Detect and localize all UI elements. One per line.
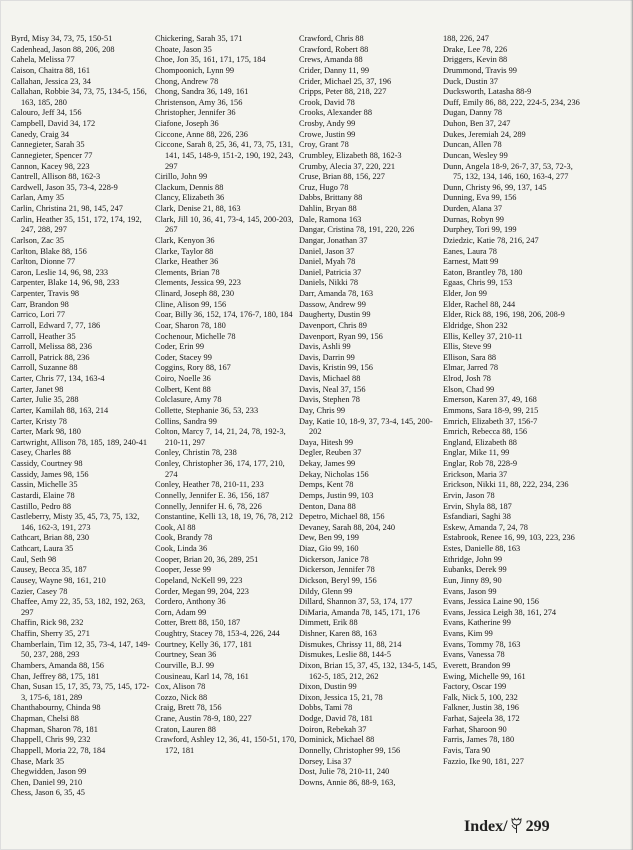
index-entry: Devaney, Sarah 88, 204, 240 (299, 522, 396, 532)
index-entry: Ciccone, Anne 88, 226, 236 (155, 129, 248, 139)
index-entry: Englar, Rob 78, 228-9 (443, 459, 518, 468)
index-entry: Choe, Jon 35, 161, 171, 175, 184 (155, 55, 266, 65)
index-entry: Farhat, Sajeela 38, 172 (443, 714, 520, 723)
index-entry: Duck, Dustin 37 (443, 76, 498, 86)
index-entry: Cruz, Hugo 78 (299, 182, 349, 192)
index-entry: Cotter, Brett 88, 150, 187 (155, 618, 241, 628)
index-entry: Calouro, Jeff 34, 156 (11, 108, 82, 118)
index-entry: Dekay, James 99 (299, 459, 356, 468)
index-entry: Cozzo, Nick 88 (155, 692, 208, 702)
index-entry: Favis, Tara 90 (443, 745, 491, 755)
index-entry: Cahela, Melissa 77 (11, 55, 75, 65)
index-entry: Ciafone, Joseph 36 (155, 119, 219, 128)
index-entry: Clarke, Heather 36 (155, 257, 219, 267)
index-entry: Castleberry, Misty 35, 45, 73, 75, 132, 146, 162-3, 191, 273 (11, 512, 140, 532)
index-entry: Crider, Danny 11, 99 (299, 65, 370, 75)
index-entry: Cathcart, Brian 88, 230 (11, 533, 90, 543)
index-entry: Dickerson, Jennifer 78 (299, 565, 375, 575)
index-entry: Ellison, Sara 88 (443, 352, 497, 362)
index-entry: Coughtry, Stacey 78, 153-4, 226, 244 (155, 629, 280, 638)
index-entry: Diaz, Gio 99, 160 (299, 544, 359, 553)
index-entry: Elson, Chad 99 (443, 384, 495, 394)
index-entry: Evans, Vanessa 78 (443, 650, 505, 660)
index-entry: Davis, Stephen 78 (299, 395, 360, 405)
index-entry: Farris, James 78, 180 (443, 735, 515, 745)
index-entry: Dixon, Brian 15, 37, 45, 132, 134-5, 145, 162-5, 185, 212, 262 (299, 660, 438, 681)
index-entry: Byrd, Misy 34, 73, 75, 150-51 (11, 34, 113, 43)
index-entry: Dahlin, Bryan 88 (299, 204, 357, 213)
index-entry: Ellis, Steve 99 (443, 342, 492, 352)
index-entry: Chompoonich, Lynn 99 (155, 65, 235, 75)
index-entry: Caison, Chaitra 88, 161 (11, 65, 91, 75)
index-entry: Davis, Ashli 99 (299, 342, 351, 352)
index-entry: Davis, Kristin 99, 156 (299, 363, 373, 373)
index-entry: Carpenter, Blake 14, 96, 98, 233 (11, 278, 120, 288)
index-entry: Factory, Oscar 199 (443, 682, 507, 692)
index-entry: Egaas, Chris 99, 153 (443, 278, 513, 288)
index-entry: Chong, Andrew 78 (155, 76, 219, 86)
index-entry: Chess, Jason 6, 35, 45 (11, 788, 85, 798)
index-entry: Crawford, Chris 88 (299, 34, 364, 43)
index-entry: Evans, Jason 99 (443, 586, 497, 596)
index-entry: Emerson, Karen 37, 49, 168 (443, 395, 537, 405)
index-entry: Durphey, Tori 99, 199 (443, 225, 517, 235)
index-entry: 188, 226, 247 (443, 34, 489, 43)
index-entry: Carroll, Melissa 88, 236 (11, 342, 92, 352)
index-entry: Collette, Stephanie 36, 53, 233 (155, 405, 259, 415)
index-entry: Cannon, Kacey 98, 223 (11, 161, 90, 171)
index-column-2 (155, 34, 297, 757)
index-entry: Duncan, Wesley 99 (443, 150, 508, 160)
index-entry: Conley, Heather 78, 210-11, 233 (155, 480, 264, 490)
index-entry: Dunn, Christy 96, 99, 137, 145 (443, 182, 547, 192)
index-entry: Dabbs, Brittany 88 (299, 193, 363, 203)
index-entry: Drake, Lee 78, 226 (443, 44, 508, 54)
index-entry: Canedy, Craig 34 (11, 129, 70, 139)
index-entry: Dismukes, Leslie 88, 144-5 (299, 650, 392, 660)
index-entry: Caron, Leslie 14, 96, 98, 233 (11, 267, 109, 277)
index-entry: Crider, Michael 25, 37, 196 (299, 76, 392, 86)
index-entry: Elmar, Jarred 78 (443, 363, 499, 373)
index-entry: Crumbley, Elizabeth 88, 162-3 (299, 150, 402, 160)
index-entry: Darr, Amanda 78, 163 (299, 289, 374, 298)
index-entry: Christenson, Amy 36, 156 (155, 97, 243, 107)
index-entry: Dickson, Beryl 99, 156 (299, 575, 377, 585)
index-entry: Carlton, Dionne 77 (11, 257, 76, 267)
index-entry: Falkner, Justin 38, 196 (443, 703, 519, 713)
index-entry: Cochenour, Michelle 78 (155, 331, 236, 341)
index-entry: DiMaria, Amanda 78, 145, 171, 176 (299, 607, 420, 617)
footer-label: Index/ (464, 818, 508, 835)
index-entry: Castardi, Elaine 78 (11, 490, 75, 500)
index-entry: Elrod, Josh 78 (443, 374, 491, 383)
index-entry: Ervin, Shyla 88, 187 (443, 501, 512, 511)
index-entry: Chamberlain, Tim 12, 35, 73-4, 147, 149-50, 237, 288, 293 (11, 639, 151, 660)
index-entry: Carroll, Heather 35 (11, 331, 76, 341)
index-entry: Crumby, Alecia 37, 220, 221 (299, 161, 396, 171)
index-entry: Chambers, Amanda 88, 156 (11, 660, 104, 670)
index-entry: Eubanks, Derek 99 (443, 565, 507, 575)
index-entry: Courville, B.J. 99 (155, 660, 215, 670)
index-entry: Eskew, Amanda 7, 24, 78 (443, 522, 528, 532)
index-entry: Corder, Megan 99, 204, 223 (155, 586, 249, 596)
index-entry: Durnas, Robyn 99 (443, 214, 504, 224)
index-entry: Chapman, Chelsi 88 (11, 714, 79, 723)
index-entry: Cook, Al 88 (155, 522, 196, 532)
index-entry: Dismukes, Chrissy 11, 88, 214 (299, 639, 402, 649)
index-entry: Coder, Stacey 99 (155, 352, 212, 362)
index-entry: Earnest, Matt 99 (443, 257, 499, 267)
index-entry: Esfandiari, Saghi 38 (443, 512, 511, 522)
index-entry: Clackum, Dennis 88 (155, 182, 224, 192)
index-entry: Demps, Kent 78 (299, 480, 354, 490)
index-entry: Carroll, Patrick 88, 236 (11, 352, 90, 362)
index-entry: Causey, Becca 35, 187 (11, 565, 87, 575)
index-entry: Dekay, Nicholas 156 (299, 469, 369, 479)
index-entry: Crews, Amanda 88 (299, 55, 363, 65)
index-entry: Cordero, Anthony 36 (155, 597, 226, 607)
index-entry: Drummond, Travis 99 (443, 65, 517, 75)
index-entry: Demps, Justin 99, 103 (299, 490, 374, 500)
index-entry: Cathcart, Laura 35 (11, 544, 74, 553)
index-entry: Davis, Neal 37, 156 (299, 384, 366, 394)
index-entry: Constantine, Kelli 13, 18, 19, 76, 78, 212 (155, 512, 293, 522)
index-entry: Donnelly, Christopher 99, 156 (299, 745, 401, 755)
index-entry: Ervin, Jason 78 (443, 490, 495, 500)
index-entry: Dunning, Eva 99, 156 (443, 193, 517, 203)
index-entry: Crosby, Andy 99 (299, 119, 356, 128)
index-entry: Dew, Ben 99, 199 (299, 533, 359, 543)
index-entry: Carter, Janet 98 (11, 384, 64, 394)
index-entry: Evans, Tommy 78, 163 (443, 639, 521, 649)
index-entry: Crook, David 78 (299, 97, 355, 107)
index-entry: Ethridge, John 99 (443, 554, 503, 564)
index-entry: Chaffin, Sherry 35, 271 (11, 629, 90, 638)
index-entry: Dobbs, Tami 78 (299, 703, 353, 713)
index-entry: Daniel, Patricia 37 (299, 267, 362, 277)
index-entry: Chong, Sandra 36, 149, 161 (155, 87, 249, 97)
index-entry: Dangar, Cristina 78, 191, 220, 226 (299, 225, 415, 235)
index-entry: Emmons, Sara 18-9, 99, 215 (443, 405, 539, 415)
index-entry: Chen, Daniel 99, 210 (11, 777, 83, 787)
index-entry: Connelly, Jennifer H. 6, 78, 226 (155, 501, 262, 511)
index-entry: Clinard, Joseph 88, 230 (155, 289, 235, 298)
index-entry: Dost, Julie 78, 210-11, 240 (299, 767, 390, 777)
index-entry: Collins, Sandra 99 (155, 416, 217, 426)
index-entry: Cadenhead, Jason 88, 206, 208 (11, 44, 115, 54)
index-entry: Chegwidden, Jason 99 (11, 767, 87, 777)
index-entry: Doiron, Rebekah 37 (299, 724, 367, 734)
index-entry: Cripps, Peter 88, 218, 227 (299, 87, 387, 97)
index-entry: Dodge, David 78, 181 (299, 714, 373, 723)
index-column-3 (299, 34, 441, 788)
index-entry: Duff, Emily 86, 88, 222, 224-5, 234, 236 (443, 97, 580, 107)
index-entry: Carter, Mark 98, 180 (11, 427, 81, 437)
index-entry: Dickerson, Janice 78 (299, 554, 369, 564)
index-entry: Denton, Dana 88 (299, 501, 356, 511)
index-entry: Campbell, David 34, 172 (11, 119, 96, 128)
index-entry: Clements, Brian 78 (155, 267, 220, 277)
index-entry: Depetro, Michael 88, 156 (299, 512, 385, 522)
index-entry: Ducksworth, Latasha 88-9 (443, 87, 532, 97)
index-entry: Day, Katie 10, 18-9, 37, 73-4, 145, 200-202 (299, 416, 433, 437)
page-number: 299 (525, 818, 550, 835)
index-entry: Davis, Darrin 99 (299, 352, 355, 362)
index-entry: Estes, Danielle 88, 163 (443, 544, 521, 553)
index-entry: Chanthabourny, Chinda 98 (11, 703, 101, 713)
page-footer (464, 817, 550, 836)
index-entry: Chaffee, Amy 22, 35, 53, 182, 192, 263, 297 (11, 597, 146, 617)
index-entry: Courtney, Kelly 36, 177, 181 (155, 639, 253, 649)
index-entry: Eaton, Brantley 78, 180 (443, 267, 523, 277)
index-entry: Dukes, Jeremiah 24, 289 (443, 129, 526, 139)
index-entry: Corn, Adam 99 (155, 607, 207, 617)
index-entry: Estabrook, Renee 16, 99, 103, 223, 236 (443, 533, 575, 543)
index-entry: Evans, Jessica Laine 90, 156 (443, 597, 539, 607)
index-entry: Causey, Wayne 98, 161, 210 (11, 575, 106, 585)
index-entry: Carter, Kristy 78 (11, 416, 67, 426)
index-entry: Dangar, Jonathan 37 (299, 235, 368, 245)
index-entry: Eun, Jinny 89, 90 (443, 575, 502, 585)
index-entry: Conley, Christin 78, 238 (155, 448, 237, 458)
index-entry: Cook, Brandy 78 (155, 533, 213, 543)
index-entry: Evans, Katherine 99 (443, 618, 511, 628)
index-entry: Dunn, Angela 18-9, 26-7, 37, 53, 72-3, 75, 132, 134, 146, 160, 163-4, 277 (443, 161, 573, 182)
index-entry: Daniel, Myah 78 (299, 257, 356, 267)
index-entry: Ciccone, Sarah 8, 25, 36, 41, 73, 75, 131, 141, 145, 148-9, 151-2, 190, 192, 243, 297 (155, 140, 294, 171)
index-entry: Chapman, Sharon 78, 181 (11, 724, 98, 734)
index-entry: Dugan, Danny 78 (443, 108, 503, 118)
index-entry: Colton, Marcy 7, 14, 21, 24, 78, 192-3, 210-11, 297 (155, 427, 286, 447)
index-entry: Clarke, Taylor 88 (155, 246, 214, 256)
index-entry: Callahan, Robbie 34, 73, 75, 134-5, 156, 163, 185, 280 (11, 87, 147, 107)
index-entry: Coiro, Noelle 36 (155, 374, 211, 383)
index-entry: Farhat, Sharoon 90 (443, 724, 507, 734)
index-entry: Carlson, Zac 35 (11, 235, 65, 245)
index-entry: Cousineau, Karl 14, 78, 161 (155, 671, 249, 681)
index-entry: Erickson, Maria 37 (443, 469, 508, 479)
index-entry: Courtney, Sean 36 (155, 650, 217, 660)
index-entry: Elder, Rick 88, 196, 198, 206, 208-9 (443, 310, 565, 320)
index-entry: Falk, Nick 5, 100, 232 (443, 692, 518, 702)
index-entry: Emrich, Elizabeth 37, 156-7 (443, 416, 538, 426)
index-entry: Carroll, Suzanne 88 (11, 363, 78, 373)
index-column-4 (443, 34, 585, 767)
index-entry: Callahan, Jessica 23, 34 (11, 76, 91, 86)
index-entry: Crane, Austin 78-9, 180, 227 (155, 714, 252, 723)
index-entry: Everett, Brandon 99 (443, 660, 511, 670)
index-entry: Davenport, Ryan 99, 156 (299, 331, 383, 341)
index-entry: Craton, Lauren 88 (155, 724, 216, 734)
index-entry: Englar, Mike 11, 99 (443, 448, 510, 458)
index-entry: Colclasure, Amy 78 (155, 395, 222, 405)
index-entry: Carter, Kamilah 88, 163, 214 (11, 405, 109, 415)
index-entry: Eldridge, Shon 232 (443, 320, 508, 330)
index-entry: Choate, Jason 35 (155, 44, 212, 54)
index-entry: Carlan, Amy 35 (11, 193, 65, 203)
index-entry: Cantrell, Allison 88, 162-3 (11, 172, 101, 182)
index-entry: Dale, Ramona 163 (299, 214, 362, 224)
index-entry: Cardwell, Jason 35, 73-4, 228-9 (11, 182, 118, 192)
tulip-icon (510, 817, 523, 834)
index-entry: Copeland, NcKell 99, 223 (155, 575, 243, 585)
index-entry: Downs, Annie 86, 88-9, 163, (299, 777, 396, 787)
index-entry: Elder, Rachel 88, 244 (443, 299, 516, 309)
index-entry: Ewing, Michelle 99, 161 (443, 671, 526, 681)
index-entry: Davenport, Chris 89 (299, 320, 367, 330)
index-entry: Evans, Jessica Leigh 38, 161, 274 (443, 607, 557, 617)
index-entry: Carrico, Lori 77 (11, 310, 65, 320)
index-entry: Cartwright, Allison 78, 185, 189, 240-41 (11, 437, 148, 447)
index-entry: Elder, Jon 99 (443, 289, 487, 298)
index-entry: Carlin, Christina 21, 98, 145, 247 (11, 204, 123, 213)
index-entry: Clark, Jill 10, 36, 41, 73-4, 145, 200-203, 267 (155, 214, 294, 235)
index-entry: Coar, Billy 36, 152, 174, 176-7, 180, 184 (155, 310, 293, 320)
index-entry: Clark, Denise 21, 88, 163 (155, 204, 241, 213)
index-entry: Emrich, Rebecca 88, 156 (443, 427, 528, 437)
index-entry: Cox, Alison 78 (155, 682, 206, 692)
index-entry: Cazier, Casey 78 (11, 586, 68, 596)
index-entry: Castillo, Pedro 88 (11, 501, 72, 511)
index-entry: Cassin, Michelle 35 (11, 480, 78, 490)
index-entry: Carroll, Edward 7, 77, 186 (11, 320, 101, 330)
index-entry: Crowe, Justin 99 (299, 129, 356, 139)
index-entry: Clancy, Elizabeth 36 (155, 193, 225, 203)
index-entry: Dixon, Jessica 15, 21, 78 (299, 692, 383, 702)
index-entry: Crawford, Robert 88 (299, 44, 369, 54)
index-entry: Cooper, Brian 20, 36, 289, 251 (155, 554, 259, 564)
index-entry: Coar, Sharon 78, 180 (155, 320, 226, 330)
index-entry: Davis, Michael 88 (299, 374, 361, 383)
index-entry: Chan, Jeffrey 88, 175, 181 (11, 671, 100, 681)
index-entry: Carlton, Blake 88, 156 (11, 246, 87, 256)
index-entry: Daniels, Nikki 78 (299, 278, 359, 288)
index-entry: Dominick, Michael 88 (299, 735, 375, 745)
index-entry: Casey, Charles 88 (11, 448, 71, 458)
index-entry: Carpenter, Travis 98 (11, 289, 80, 298)
index-entry: Cooper, Jesse 99 (155, 565, 211, 575)
index-entry: Cassidy, Courtney 98 (11, 459, 83, 468)
index-entry: Ellis, Kelley 37, 210-11 (443, 331, 523, 341)
index-entry: Croy, Grant 78 (299, 140, 349, 150)
index-entry: Clements, Jessica 99, 223 (155, 278, 241, 288)
index-entry: Duncan, Allen 78 (443, 140, 502, 150)
index-entry: Chappell, Chris 99, 232 (11, 735, 91, 745)
index-entry: Crooks, Alexander 88 (299, 108, 372, 118)
index-entry: Duhon, Ben 37, 247 (443, 119, 511, 128)
index-column-1 (11, 34, 153, 799)
index-entry: Erickson, Nikki 11, 88, 222, 234, 236 (443, 480, 569, 490)
index-entry: Carter, Chris 77, 134, 163-4 (11, 374, 105, 383)
index-entry: Cannegieter, Spencer 77 (11, 150, 93, 160)
index-entry: Colbert, Kent 88 (155, 384, 211, 394)
index-entry: Daugherty, Dustin 99 (299, 310, 371, 320)
index-entry: Chan, Susan 15, 17, 35, 73, 75, 145, 172-3, 175-6, 181, 289 (11, 682, 150, 702)
index-entry: Dorsey, Lisa 37 (299, 756, 352, 766)
index-entry: Evans, Kim 99 (443, 629, 493, 638)
index-entry: England, Elizabeth 88 (443, 437, 517, 447)
index-entry: Durden, Alana 37 (443, 204, 503, 213)
index-entry: Driggers, Kevin 88 (443, 55, 508, 65)
index-entry: Chaffin, Rick 98, 232 (11, 618, 84, 628)
index-entry: Coder, Erin 99 (155, 342, 205, 352)
index-entry: Cannegieter, Sarah 35 (11, 140, 85, 150)
index-entry: Chase, Mark 35 (11, 756, 65, 766)
index-entry: Dildy, Glenn 99 (299, 586, 353, 596)
index-entry: Dimmett, Erik 88 (299, 618, 358, 628)
index-entry: Dziedzic, Katie 78, 216, 247 (443, 235, 539, 245)
index-entry: Degler, Reuben 37 (299, 448, 362, 458)
index-entry: Chickering, Sarah 35, 171 (155, 34, 243, 43)
index-entry: Dishner, Karen 88, 163 (299, 629, 377, 638)
index-entry: Cook, Linda 36 (155, 544, 208, 553)
index-entry: Carr, Brandon 98 (11, 299, 69, 309)
index-entry: Cruse, Brian 88, 156, 227 (299, 172, 385, 182)
index-entry: Cirillo, John 99 (155, 172, 208, 182)
index-entry: Fazzio, Ike 90, 181, 227 (443, 756, 524, 766)
index-entry: Dixon, Dustin 99 (299, 682, 357, 692)
index-entry: Dassow, Andrew 99 (299, 299, 366, 309)
index-entry: Connelly, Jennifer E. 36, 156, 187 (155, 490, 270, 500)
index-entry: Christopher, Jennifer 36 (155, 108, 236, 118)
index-entry: Carlin, Heather 35, 151, 172, 174, 192, 247, 288, 297 (11, 214, 142, 235)
index-entry: Caul, Seth 98 (11, 554, 57, 564)
index-entry: Daniel, Jason 37 (299, 246, 355, 256)
index-entry: Carter, Julie 35, 288 (11, 395, 79, 405)
index-entry: Daya, Hitesh 99 (299, 437, 353, 447)
index-entry: Crawford, Ashley 12, 36, 41, 150-51, 170, 172, 181 (155, 735, 297, 755)
index-entry: Dillard, Shannon 37, 53, 174, 177 (299, 597, 413, 607)
index-entry: Chappell, Moria 22, 78, 184 (11, 745, 106, 755)
index-entry: Day, Chris 99 (299, 405, 346, 415)
index-entry: Cline, Alison 99, 156 (155, 299, 227, 309)
index-entry: Eanes, Laura 78 (443, 246, 497, 256)
index-entry: Craig, Brett 78, 156 (155, 703, 222, 713)
index-entry: Conley, Christopher 36, 174, 177, 210, 274 (155, 459, 285, 479)
index-entry: Clark, Kenyon 36 (155, 235, 215, 245)
index-entry: Cassidy, James 98, 156 (11, 469, 89, 479)
index-entry: Coggins, Rory 88, 167 (155, 363, 231, 373)
